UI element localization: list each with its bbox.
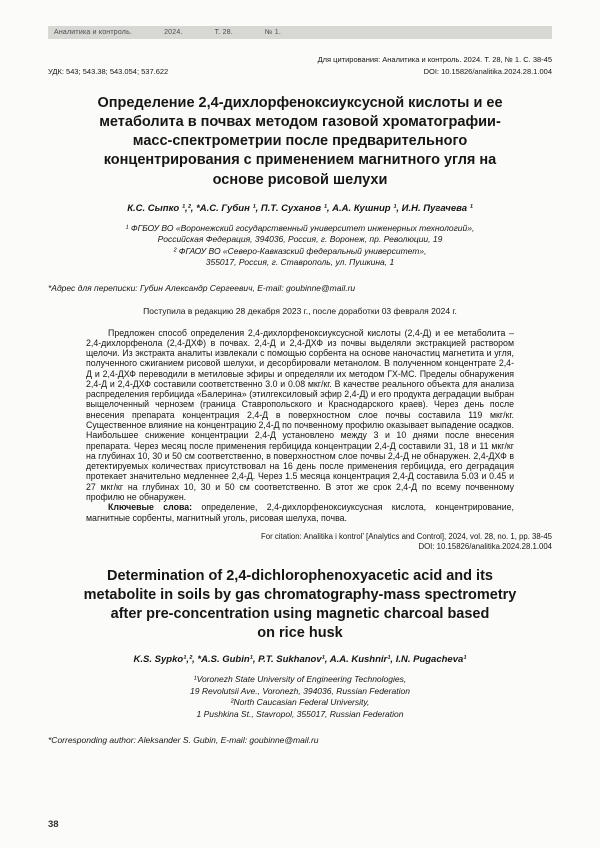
article-title-en: Determination of 2,4-dichlorophenoxyacetic acid and its metabolite in soils by gas chromatography-mass spectrometry after pre-concentration using magnetic charcoal based on rice husk bbox=[83, 567, 517, 642]
udk-code: УДК: 543; 543.38; 543.054; 537.622 bbox=[48, 67, 169, 76]
journal-volume: Т. 28. bbox=[214, 29, 233, 36]
affiliation-ru-1: ¹ ФГБОУ ВО «Воронежский государственный университет инженерных технологий», Российская Федерация, 394036, Россия, г. Воронеж, пр. Революции, 19 bbox=[125, 222, 475, 245]
journal-year: 2024. bbox=[164, 29, 183, 36]
keywords-label: Ключевые слова: bbox=[108, 502, 193, 513]
keywords-ru bbox=[86, 502, 514, 523]
affiliation-ru-2: ² ФГАОУ ВО «Северо-Кавказский федеральный университет», 355017, Россия, г. Ставрополь, ул. Пушкина, 1 bbox=[173, 245, 427, 268]
running-head bbox=[48, 26, 552, 39]
for-citation-line: For citation: Analitika i kontrol’ [Analytics and Control], 2024, vol. 28, no. 1, pp. 38-45 bbox=[261, 531, 552, 541]
received-dates: Поступила в редакцию 28 декабря 2023 г., после доработки 03 февраля 2024 г. bbox=[143, 305, 457, 316]
affiliation-en-2: ²North Caucasian Federal University, 1 Pushkina St., Stavropol, 355017, Russian Federation bbox=[196, 697, 404, 719]
journal-issue: № 1. bbox=[264, 29, 282, 36]
article-title-ru: Определение 2,4-дихлорфеноксиуксусной кислоты и ее метаболита в почвах методом газовой хроматографии- масс-спектрометрии после предварительного концентрирования с применением магнитного угля на основе рисовой шелухи bbox=[97, 95, 503, 188]
authors-ru: К.С. Сыпко ¹,², *А.С. Губин ¹, П.Т. Суханов ¹, А.А. Кушнир ¹, И.Н. Пугачева ¹ bbox=[127, 202, 473, 214]
affiliation-en-1: ¹Voronezh State University of Engineering Technologies, 19 Revolutsii Ave., Voronezh, 394036, Russian Federation bbox=[190, 674, 410, 696]
correspondence-ru: *Адрес для переписки: Губин Александр Сергеевич, E-mail: goubinne@mail.ru bbox=[48, 282, 356, 293]
correspondence-en: *Corresponding author: Aleksander S. Gubin, E-mail: goubinne@mail.ru bbox=[48, 735, 319, 746]
abstract-ru: Предложен способ определения 2,4-дихлорфеноксиуксусной кислоты (2,4-Д) и ее метаболита – 2,4-дихлорфенола (2,4-ДХФ) в почвах. 2,4-Д и 2,4-ДХФ из почвы выделяли экстракцией раствором щелочи. Из экстракта аналиты извлекали с помощью сорбента на основе наночастиц магнетита и угля, полученного сжиганием рисовой шелухи, и десорбировали метанолом. В полученном концентрате 2,4-Д и 2,4-ДХФ переводили в метиловые эфиры и определяли их методом ГХ-МС. Пределы обнаружения 2,4-Д и 2,4-ДХФ составили соответственно 3.0 и 0.08 мкг/кг. В качестве реального объекта для анализа распределения гербицида «Балерина» (этилгексиловый эфир 2,4-Д) и его продукта деградации выбран выщелоченный чернозем (граница Ставропольского и Краснодарского краев). Через день после внесения препарата концентрация 2,4-Д в поверхностном слое почвы составила 119 мкг/кг. Существенное влияние на концентрацию 2,4-Д по почвенному профилю оказывает выпадение осадков. Наибольшее снижение концентрации 2,4-Д установлено между 3 и 10 днями после внесения препарата. Через месяц после применения гербицида концентрации 2,4-Д составили 31, 18 и 11 мкг/кг на глубинах 10, 30 и 50 см соответственно, в поверхностном слое почвы 2,4-Д не обнаружен. 2,4-ДХФ в детектируемых количествах присутствовал на 16 день после применения гербицида, его деградация протекает значительно медленнее 2,4-Д. Через 1.5 месяца концентрация 2,4-Д составила 5.03 и 0.45 и 27 мкг/кг на глубинах 10, 30 и 50 см соответственно. В этот же срок 2,4-Д по всему почвенному профилю не обнаружен. bbox=[86, 327, 514, 502]
for-citation-block bbox=[48, 532, 552, 553]
doi-code: DOI: 10.15826/analitika.2024.28.1.004 bbox=[423, 67, 552, 76]
authors-en: K.S. Sypko¹,², *A.S. Gubin¹, P.T. Sukhanov¹, A.A. Kushnir¹, I.N. Pugacheva¹ bbox=[133, 654, 467, 666]
journal-name: Аналитика и контроль. bbox=[54, 29, 133, 36]
citation-ru: Для цитирования: Аналитика и контроль. 2024. Т. 28, № 1. С. 38-45 bbox=[317, 55, 552, 64]
udk-doi-row bbox=[48, 67, 552, 76]
keywords-text: определение, 2,4-дихлорфеноксиуксусная кислота, концентрирование, магнитные сорбенты, магнитный уголь, рисовая шелуха, почва. bbox=[86, 502, 514, 523]
page-number: 38 bbox=[48, 819, 59, 830]
for-citation-doi: DOI: 10.15826/analitika.2024.28.1.004 bbox=[418, 542, 552, 552]
